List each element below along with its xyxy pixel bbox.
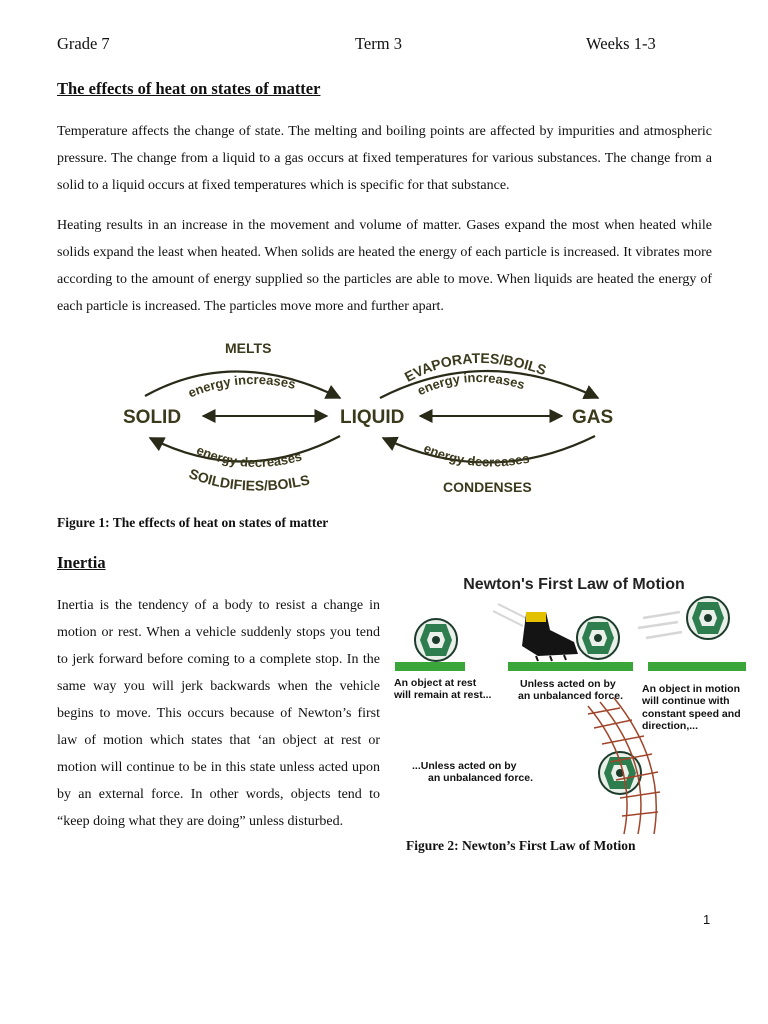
kick-streaks: [493, 604, 528, 626]
label-motion-line1: An object in motion: [642, 683, 740, 695]
condenses-label: CONDENSES: [443, 479, 532, 495]
energy-increases-right: energy increases: [414, 369, 527, 399]
paragraph-temperature: Temperature affects the change of state. The melting and boiling points are affected by impurities and atmospheric pressure. The change from a liquid to a gas occurs at fixed temperatures for various substances. The change from a solid to a liquid occurs at fixed temperatures which is specific for that substance.: [57, 124, 712, 193]
solidifies-label: SOILDIFIES/BOILS: [186, 465, 311, 494]
energy-increases-left: energy increases: [185, 371, 298, 401]
ball-at-rest: [415, 619, 457, 661]
label-unless2-line1: ...Unless acted on by: [412, 760, 517, 772]
ball-stopped: [599, 752, 641, 794]
header-term: Term 3: [355, 34, 402, 53]
energy-increases-left-wrapper: [186, 372, 297, 400]
figure2-caption: Figure 2: Newton’s First Law of Motion: [406, 838, 636, 853]
figure2-title: Newton's First Law of Motion: [463, 576, 685, 593]
section-title: The effects of heat on states of matter: [57, 79, 321, 98]
ground-bar-rest: [395, 662, 465, 671]
ball-in-motion: [687, 597, 729, 639]
state-solid-label: SOLID: [123, 407, 182, 428]
page-number: 1: [703, 912, 711, 927]
label-rest-line1: An object at rest: [394, 677, 477, 689]
energy-decreases-right-wrapper: [421, 440, 530, 469]
soccer-shoe-icon: [522, 612, 578, 661]
label-unless-line1: Unless acted on by: [520, 678, 616, 690]
header-grade: Grade 7: [57, 34, 110, 53]
ball-kicked: [577, 617, 619, 659]
header-weeks: Weeks 1-3: [586, 34, 656, 53]
label-unless2-line2: an unbalanced force.: [428, 772, 534, 784]
motion-streaks: [638, 612, 682, 638]
label-motion-line3: constant speed and: [642, 708, 741, 720]
state-liquid-label: LIQUID: [340, 407, 405, 428]
evaporates-label: EVAPORATES/BOILS: [401, 349, 549, 385]
states-of-matter-diagram: [115, 336, 635, 506]
melts-label: MELTS: [225, 340, 272, 356]
energy-decreases-left: energy decreases: [194, 442, 304, 471]
paragraph-heating: Heating results in an increase in the movement and volume of matter. Gases expand the most when heated while solids expand the least when heated. When solids are heated the energy of each particle is increased. It vibrates more according to the amount of energy supplied so the particles are able to move. When liquids are heated the energy of each particle is increased. The particles move more and further apart.: [57, 218, 712, 314]
label-unless-line2: an unbalanced force.: [518, 690, 624, 702]
ground-bar-kick: [508, 662, 633, 671]
newton-first-law-illustration: [388, 566, 760, 836]
label-rest-line2: will remain at rest...: [394, 689, 492, 701]
energy-decreases-left-wrapper: [194, 442, 303, 470]
label-motion-line4: direction,...: [642, 720, 699, 732]
energy-decreases-right: energy decreases: [421, 440, 531, 470]
inertia-title: Inertia: [57, 553, 106, 572]
inertia-paragraph: Inertia is the tendency of a body to resist a change in motion or rest. When a vehicle suddenly stops you tend to jerk forward before coming to a complete stop. In the same way you will jerk backwards when the vehicle begins to move. This occurs because of Newton’s first law of motion which states that ‘an object at rest or motion will continue to be in this state unless acted upon by an external force. In other words, objects tend to “keep doing what they are doing” unless disturbed.: [57, 598, 380, 829]
figure1-caption: Figure 1: The effects of heat on states of matter: [57, 515, 329, 530]
ground-bar-motion: [648, 662, 746, 671]
label-motion-line2: will continue with: [642, 695, 730, 707]
state-gas-label: GAS: [572, 407, 614, 428]
